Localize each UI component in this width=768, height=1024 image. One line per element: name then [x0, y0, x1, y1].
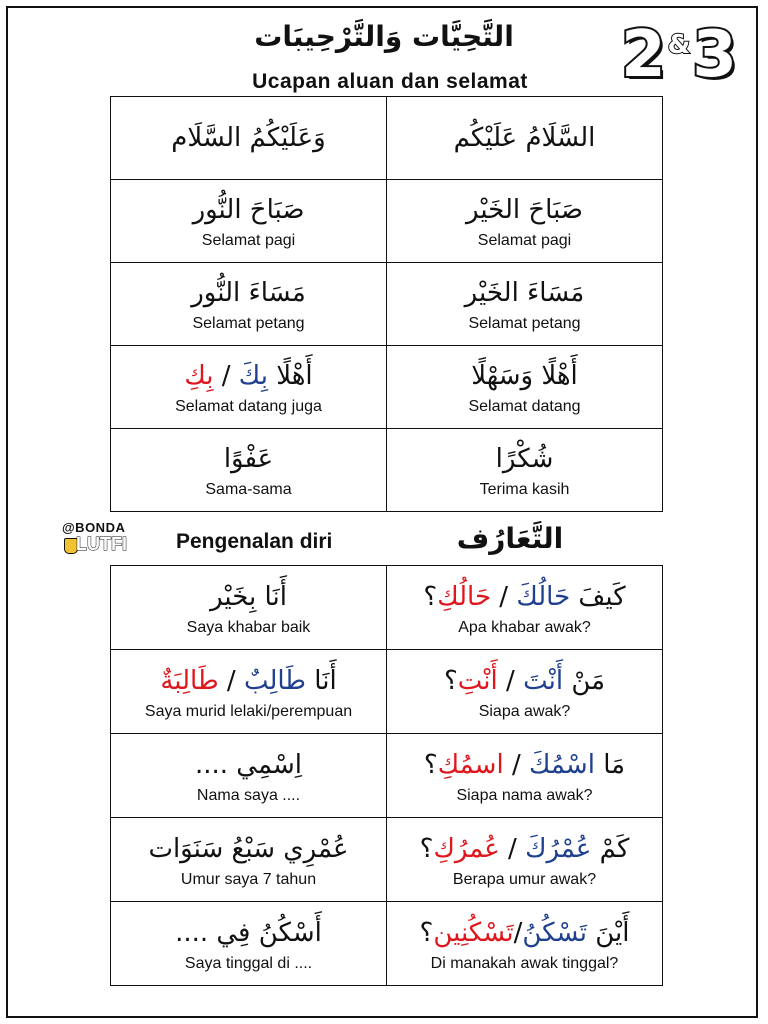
- table-row: [111, 902, 663, 986]
- introduction-table: [110, 565, 663, 986]
- arabic-text: أَنَا: [306, 665, 337, 696]
- malay-translation: Apa khabar awak?: [458, 618, 591, 636]
- arabic-text: ؟: [423, 749, 438, 780]
- arabic-phrase: [387, 577, 662, 617]
- table-row: [111, 180, 663, 263]
- phrase-cell: [387, 566, 663, 650]
- table-row: [111, 566, 663, 650]
- malay-translation: Siapa awak?: [478, 702, 571, 720]
- arabic-phrase: [111, 913, 386, 953]
- grade-badge: [604, 20, 754, 90]
- section-title-malay: Pengenalan diri: [176, 530, 333, 553]
- malay-translation: Selamat pagi: [477, 232, 572, 249]
- arabic-phrase: [387, 439, 662, 479]
- malay-translation: Saya khabar baik: [186, 618, 311, 636]
- phrase-cell: [387, 180, 663, 263]
- malay-translation: Berapa umur awak?: [452, 870, 597, 888]
- table-row: [111, 263, 663, 346]
- arabic-text: /: [213, 361, 239, 391]
- arabic-masculine-form: حَالُكَ: [516, 581, 571, 612]
- reply-cell: [111, 429, 387, 512]
- arabic-phrase: [387, 118, 662, 158]
- bonda-lutfi-logo: [62, 520, 140, 558]
- arabic-feminine-form: طَالِبَةٌ: [160, 665, 219, 696]
- arabic-phrase: [111, 745, 386, 785]
- arabic-phrase: [111, 273, 386, 313]
- arabic-text: ؟: [423, 581, 438, 612]
- arabic-text: مَسَاءَ النُّور: [191, 278, 306, 308]
- arabic-text: كَمْ: [591, 833, 630, 864]
- table-row: [111, 346, 663, 429]
- arabic-text: أَهْلًا وَسَهْلًا: [471, 361, 578, 391]
- arabic-phrase: [387, 829, 662, 869]
- greetings-table: [110, 96, 663, 512]
- arabic-text: عُمْرِي سَبْعُ سَنَوَات: [148, 833, 349, 864]
- arabic-text: ؟: [419, 917, 434, 948]
- phrase-cell: [387, 97, 663, 180]
- arabic-text: أَيْنَ: [586, 917, 630, 948]
- arabic-masculine-form: اسْمُكَ: [528, 749, 595, 780]
- arabic-phrase: [387, 356, 662, 396]
- table-row: [111, 650, 663, 734]
- arabic-phrase: [387, 273, 662, 313]
- arabic-text: مَسَاءَ الخَيْر: [464, 278, 585, 308]
- arabic-phrase: [111, 118, 386, 158]
- malay-translation: Sama-sama: [205, 481, 292, 498]
- phrase-cell: [387, 346, 663, 429]
- table-row: [111, 97, 663, 180]
- arabic-masculine-form: تَسْكُنُ: [522, 917, 587, 948]
- arabic-text: /: [503, 749, 529, 780]
- arabic-text: السَّلَامُ عَلَيْكُم: [453, 123, 596, 153]
- arabic-text: أَنَا بِخَيْر: [210, 581, 287, 612]
- phrase-cell: [387, 902, 663, 986]
- arabic-text: مَا: [594, 749, 626, 780]
- arabic-phrase: [387, 745, 662, 785]
- arabic-phrase: [387, 913, 662, 953]
- grade-right-number: 3: [692, 18, 737, 92]
- arabic-masculine-form: عُمْرُكَ: [525, 833, 592, 864]
- arabic-text: ؟: [419, 833, 434, 864]
- reply-cell: [111, 263, 387, 346]
- arabic-text: عَفْوًا: [223, 444, 274, 474]
- malay-translation: Selamat pagi: [201, 232, 296, 249]
- arabic-text: /: [491, 581, 517, 612]
- arabic-feminine-form: اسمُكِ: [437, 749, 504, 780]
- phrase-cell: [387, 734, 663, 818]
- title-malay: Ucapan aluan dan selamat: [252, 70, 528, 93]
- malay-translation: Saya murid lelaki/perempuan: [144, 702, 353, 720]
- arabic-phrase: [111, 661, 386, 701]
- arabic-phrase: [111, 577, 386, 617]
- arabic-text: شُكْرًا: [495, 444, 554, 474]
- malay-translation: Di manakah awak tinggal?: [430, 954, 619, 972]
- arabic-text: اِسْمِي ....: [194, 749, 303, 780]
- malay-translation: Selamat petang: [468, 315, 581, 332]
- arabic-text: صَبَاحَ النُّور: [192, 195, 305, 225]
- arabic-text: ؟: [443, 665, 458, 696]
- title-arabic: التَّحِيَّات وَالتَّرْحِيبَات: [254, 20, 514, 53]
- arabic-text: أَسْكُنُ فِي ....: [175, 917, 322, 948]
- arabic-feminine-form: عُمرُكِ: [433, 833, 500, 864]
- arabic-phrase: [387, 190, 662, 230]
- arabic-phrase: [387, 661, 662, 701]
- malay-translation: Nama saya ....: [196, 786, 301, 804]
- logo-line2: LUTFI: [76, 534, 127, 554]
- grade-ampersand: &: [667, 30, 691, 60]
- arabic-text: مَنْ: [563, 665, 606, 696]
- arabic-text: /: [218, 665, 244, 696]
- table-row: [111, 429, 663, 512]
- table-row: [111, 734, 663, 818]
- reply-cell: [111, 566, 387, 650]
- arabic-masculine-form: طَالِبٌ: [243, 665, 307, 696]
- reply-cell: [111, 650, 387, 734]
- arabic-masculine-form: أَنْتَ: [523, 665, 564, 696]
- arabic-text: /: [499, 833, 526, 864]
- malay-translation: Selamat petang: [192, 315, 305, 332]
- arabic-masculine-form: بِكَ: [238, 361, 268, 391]
- arabic-phrase: [111, 190, 386, 230]
- reply-cell: [111, 734, 387, 818]
- arabic-feminine-form: حَالُكِ: [437, 581, 492, 612]
- arabic-feminine-form: أَنْتِ: [457, 665, 498, 696]
- malay-translation: Siapa nama awak?: [456, 786, 593, 804]
- arabic-phrase: [111, 439, 386, 479]
- arabic-text: كَيفَ: [570, 581, 626, 612]
- table-row: [111, 818, 663, 902]
- reply-cell: [111, 346, 387, 429]
- arabic-text: /: [513, 917, 523, 948]
- malay-translation: Selamat datang: [468, 398, 581, 415]
- reply-cell: [111, 97, 387, 180]
- reply-cell: [111, 180, 387, 263]
- arabic-text: صَبَاحَ الخَيْر: [465, 195, 583, 225]
- phrase-cell: [387, 650, 663, 734]
- arabic-text: /: [497, 665, 524, 696]
- malay-translation: Umur saya 7 tahun: [180, 870, 317, 888]
- malay-translation: Selamat datang juga: [175, 398, 322, 415]
- arabic-feminine-form: بِكِ: [184, 361, 214, 391]
- arabic-text: أَهْلًا: [267, 361, 313, 391]
- phrase-cell: [387, 429, 663, 512]
- phrase-cell: [387, 263, 663, 346]
- reply-cell: [111, 818, 387, 902]
- logo-line1: @BONDA: [62, 520, 126, 535]
- arabic-feminine-form: تَسْكُنِين: [433, 917, 514, 948]
- malay-translation: Terima kasih: [479, 481, 570, 498]
- malay-translation: Saya tinggal di ....: [184, 954, 313, 972]
- arabic-text: وَعَلَيْكُمُ السَّلَام: [171, 123, 326, 153]
- section-title-arabic: التَّعَارُف: [456, 522, 564, 555]
- grade-left-number: 2: [621, 18, 666, 92]
- phrase-cell: [387, 818, 663, 902]
- arabic-phrase: [111, 356, 386, 396]
- arabic-phrase: [111, 829, 386, 869]
- reply-cell: [111, 902, 387, 986]
